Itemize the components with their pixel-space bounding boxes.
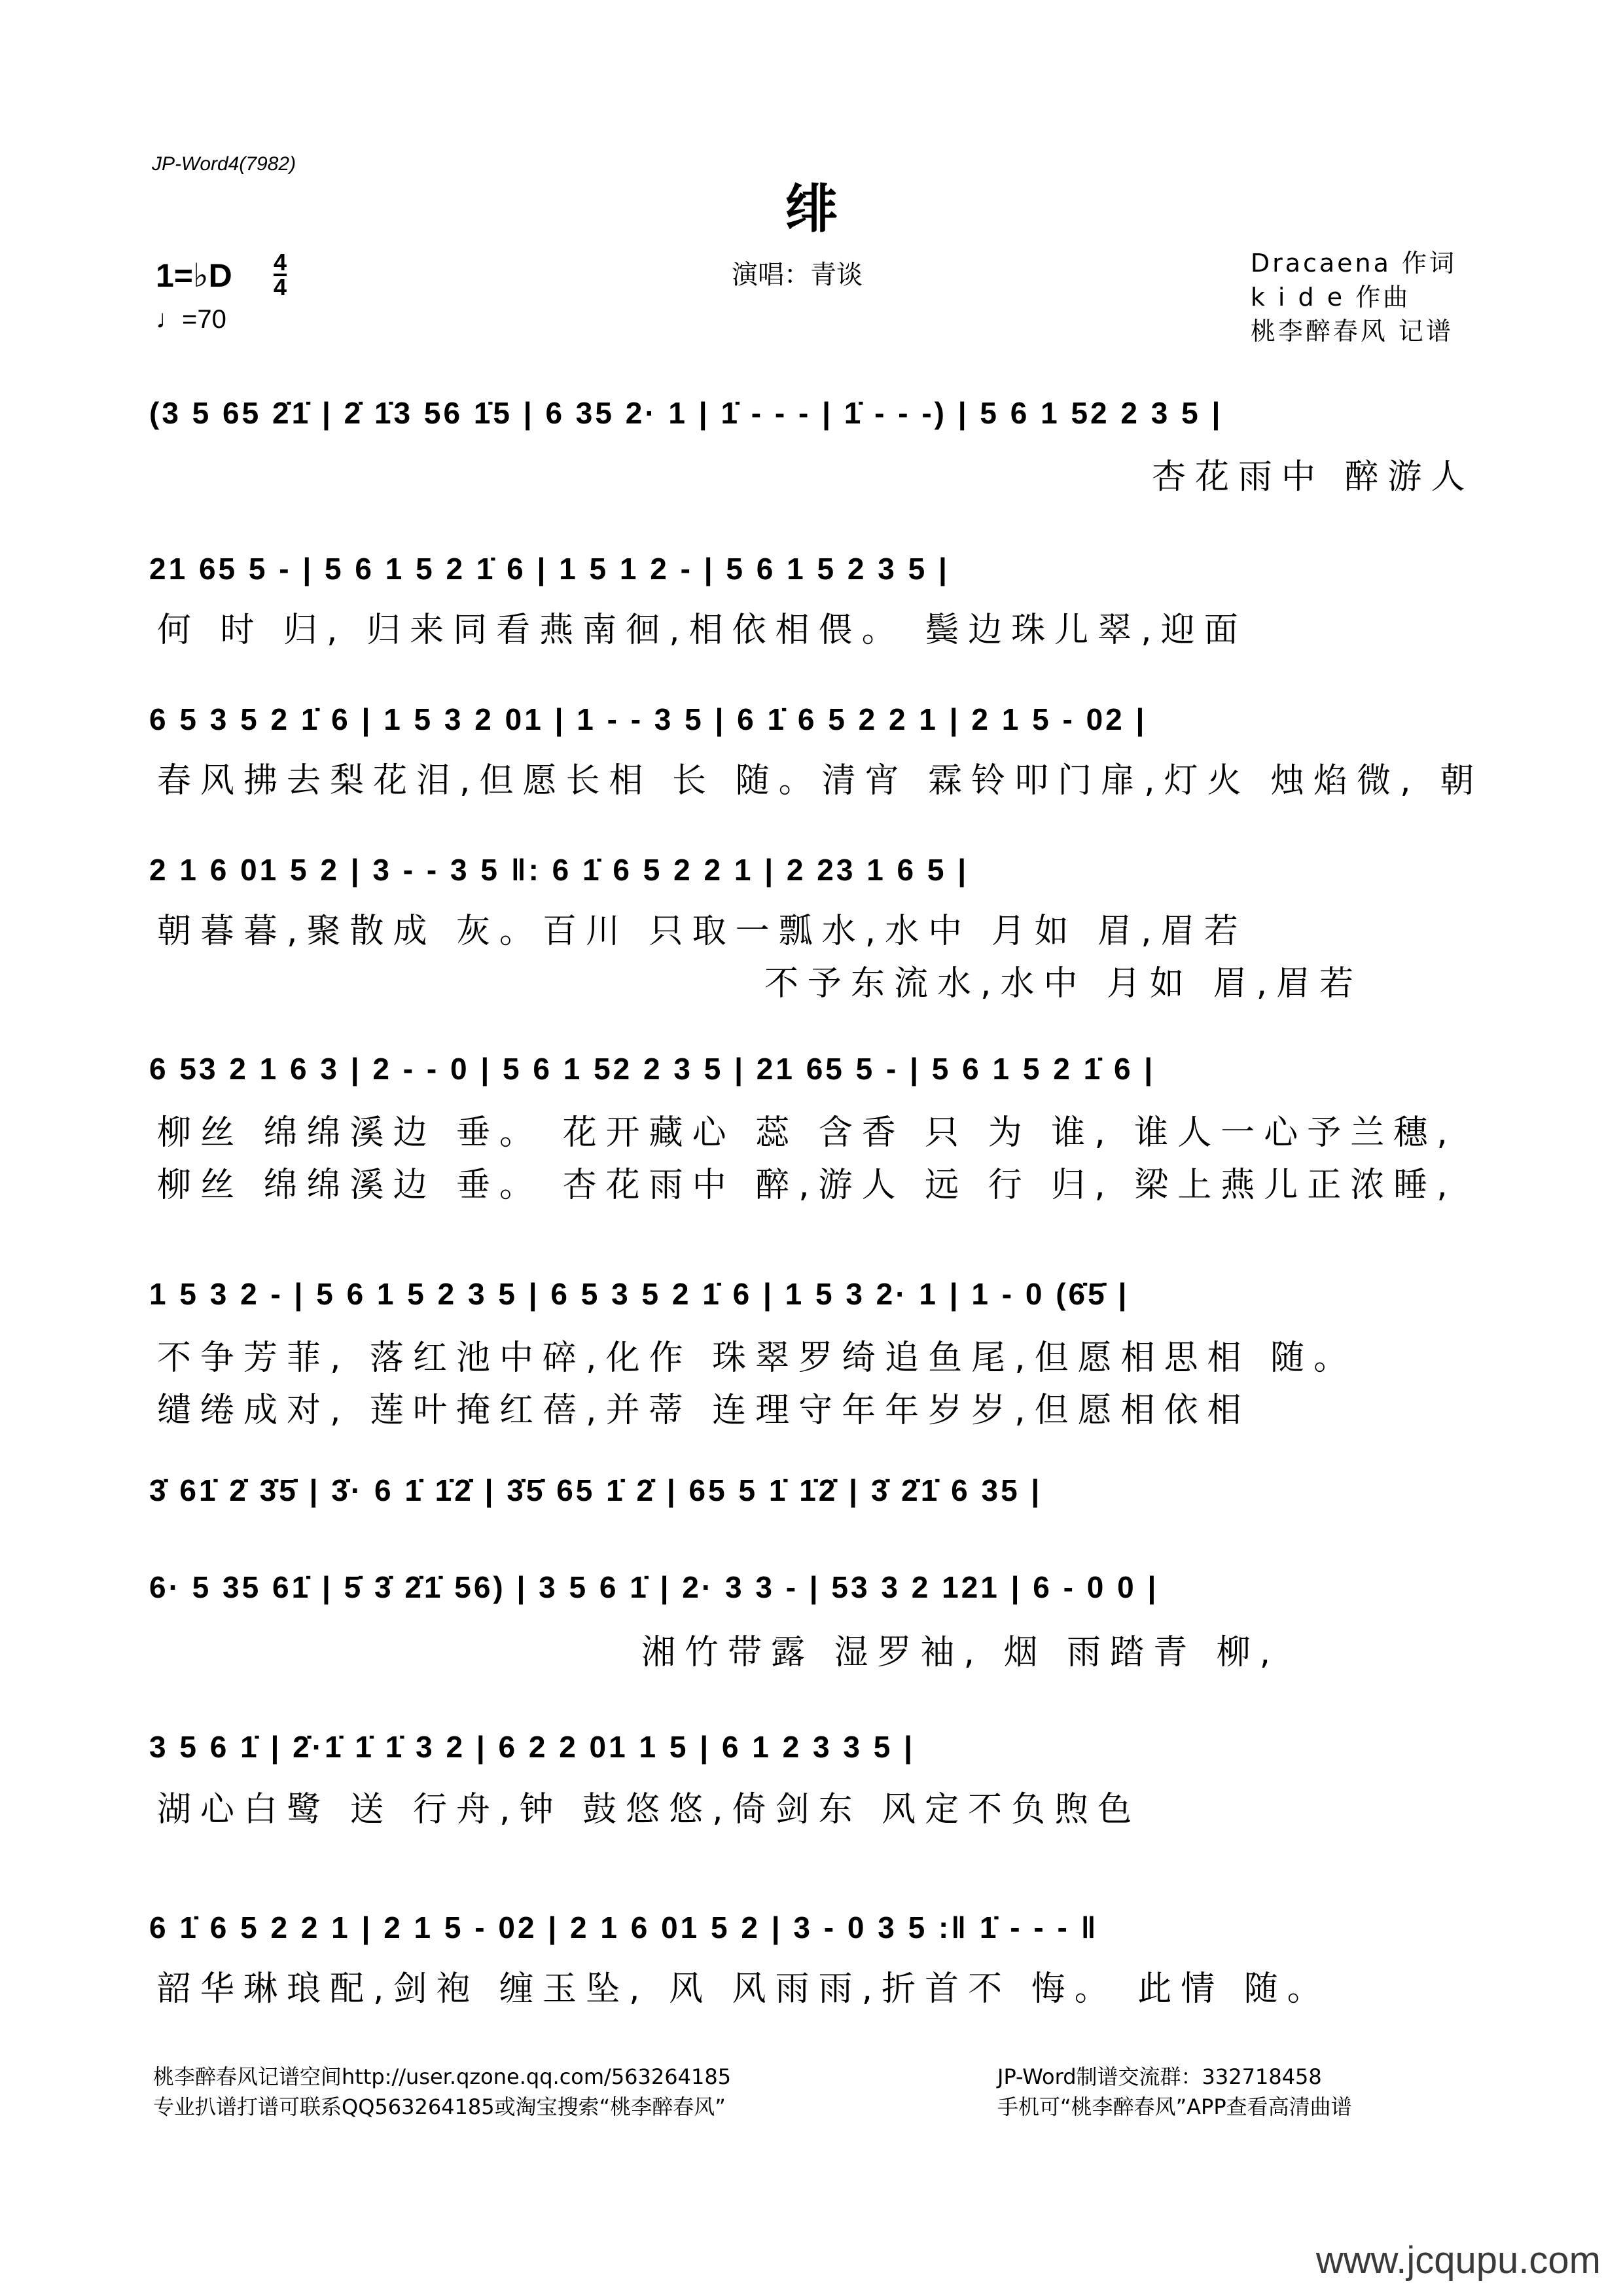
lyric-line: 何 时 归, 归来同看燕南徊,相依相偎。 鬓边珠儿翠,迎面 xyxy=(157,611,1247,650)
lyric-line: 柳丝 绵绵溪边 垂。 杏花雨中 醉,游人 远 行 归, 梁上燕儿正浓睡, xyxy=(157,1166,1457,1205)
notation-row: 6 1̇ 6 5 2 2 1 | 2 1 5 - 02 | 2 1 6 01 5 2 | 3 - 0 3 5 :‖ 1̇ - - - ‖ xyxy=(149,1910,1099,1945)
singer-credit: 演唱：青谈 xyxy=(732,260,863,290)
footer-right-line-2: 手机可“桃李醉春风”APP查看高清曲谱 xyxy=(997,2094,1352,2119)
lyric-line: 杏花雨中 醉游人 xyxy=(1152,457,1474,497)
software-label: JP-Word4(7982) xyxy=(152,153,296,175)
time-signature-bottom: 4 xyxy=(274,274,287,300)
transcriber-credit: 桃李醉春风 记谱 xyxy=(1250,317,1454,346)
lyric-line: 不予东流水,水中 月如 眉,眉若 xyxy=(764,964,1363,1003)
lyric-line: 不争芳菲, 落红池中碎,化作 珠翠罗绮追鱼尾,但愿相思相 随。 xyxy=(157,1338,1357,1378)
lyric-line: 朝暮暮,聚散成 灰。百川 只取一瓢水,水中 月如 眉,眉若 xyxy=(157,912,1247,951)
notation-row: 6· 5 35 61̇ | 5̇ 3̇ 2̇1̇ 56) | 3 5 6 1̇ | 2· 3 3 - | 53 3 2 121 | 6 - 0 0 | xyxy=(149,1570,1159,1604)
key-signature: 1=♭D xyxy=(156,257,232,294)
lyric-line: 柳丝 绵绵溪边 垂。 花开藏心 蕊 含香 只 为 谁, 谁人一心予兰穗, xyxy=(157,1113,1457,1153)
footer-left-line-2: 专业扒谱打谱可联系QQ563264185或淘宝搜索“桃李醉春风” xyxy=(153,2094,726,2119)
notation-row: 1 5 3 2 - | 5 6 1 5 2 3 5 | 6 5 3 5 2 1̇ 6 | 1 5 3 2· 1 | 1 - 0 (6̇5̇ | xyxy=(149,1277,1130,1311)
credits-block xyxy=(1251,246,1457,348)
time-signature-top: 4 xyxy=(274,249,287,276)
lyric-line: 韶华琳琅配,剑袍 缠玉坠, 风 风雨雨,折首不 悔。 此情 随。 xyxy=(157,1969,1330,2009)
notation-row: 3 5 6 1̇ | 2̇·1̇ 1̇ 1̇ 3 2 | 6 2 2 01 1 5 | 6 1 2 3 3 5 | xyxy=(149,1730,915,1764)
footer-right xyxy=(997,2062,1352,2122)
notation-row: 3̇ 61̇ 2̇ 3̇5̇ | 3̇· 6 1̇ 1̇2̇ | 3̇5̇ 65 1̇ 2̇ | 65 5 1̇ 1̇2̇ | 3̇ 2̇1̇ 6 35 | xyxy=(149,1473,1043,1507)
notation-row: 6 5 3 5 2 1̇ 6 | 1 5 3 2 01 | 1 - - 3 5 | 6 1̇ 6 5 2 2 1 | 2 1 5 - 02 | xyxy=(149,702,1147,736)
footer-right-line-1: JP-Word制谱交流群：332718458 xyxy=(997,2064,1322,2089)
lyric-line: 缱绻成对, 莲叶掩红蓓,并蒂 连理守年年岁岁,但愿相依相 xyxy=(157,1391,1251,1430)
footer-left xyxy=(153,2062,731,2122)
lyricist-credit: Dracaena 作词 xyxy=(1250,249,1457,278)
watermark: www.jcqupu.com xyxy=(1315,2239,1601,2282)
time-signature xyxy=(274,251,287,298)
song-title: 绯 xyxy=(785,179,838,240)
tempo-marking: ♩=70 xyxy=(156,305,226,334)
lyric-line: 湖心白鹭 送 行舟,钟 鼓悠悠,倚剑东 风定不负煦色 xyxy=(157,1790,1141,1829)
lyric-line: 春风拂去梨花泪,但愿长相 长 随。清宵 霖铃叩门扉,灯火 烛焰微, 朝 xyxy=(157,761,1484,800)
composer-credit: k i d e 作曲 xyxy=(1250,283,1411,312)
lyric-line: 湘竹带露 湿罗袖, 烟 雨踏青 柳, xyxy=(641,1633,1280,1672)
notation-row: (3 5 65 2̇1̇ | 2̇ 1̇3 56 1̇5 | 6 35 2· 1 | 1̇ - - - | 1̇ - - -) | 5 6 1 52 2 3 5 | xyxy=(149,396,1223,430)
notation-row: 21 65 5 - | 5 6 1 5 2 1̇ 6 | 1 5 1 2 - | 5 6 1 5 2 3 5 | xyxy=(149,552,950,586)
footer-left-line-1: 桃李醉春风记谱空间http://user.qzone.qq.com/563264185 xyxy=(153,2064,732,2089)
notation-row: 6 53 2 1 6 3 | 2 - - 0 | 5 6 1 52 2 3 5 | 21 65 5 - | 5 6 1 5 2 1̇ 6 | xyxy=(149,1052,1156,1086)
notation-row: 2 1 6 01 5 2 | 3 - - 3 5 ‖: 6 1̇ 6 5 2 2 1 | 2 23 1 6 5 | xyxy=(149,853,969,887)
